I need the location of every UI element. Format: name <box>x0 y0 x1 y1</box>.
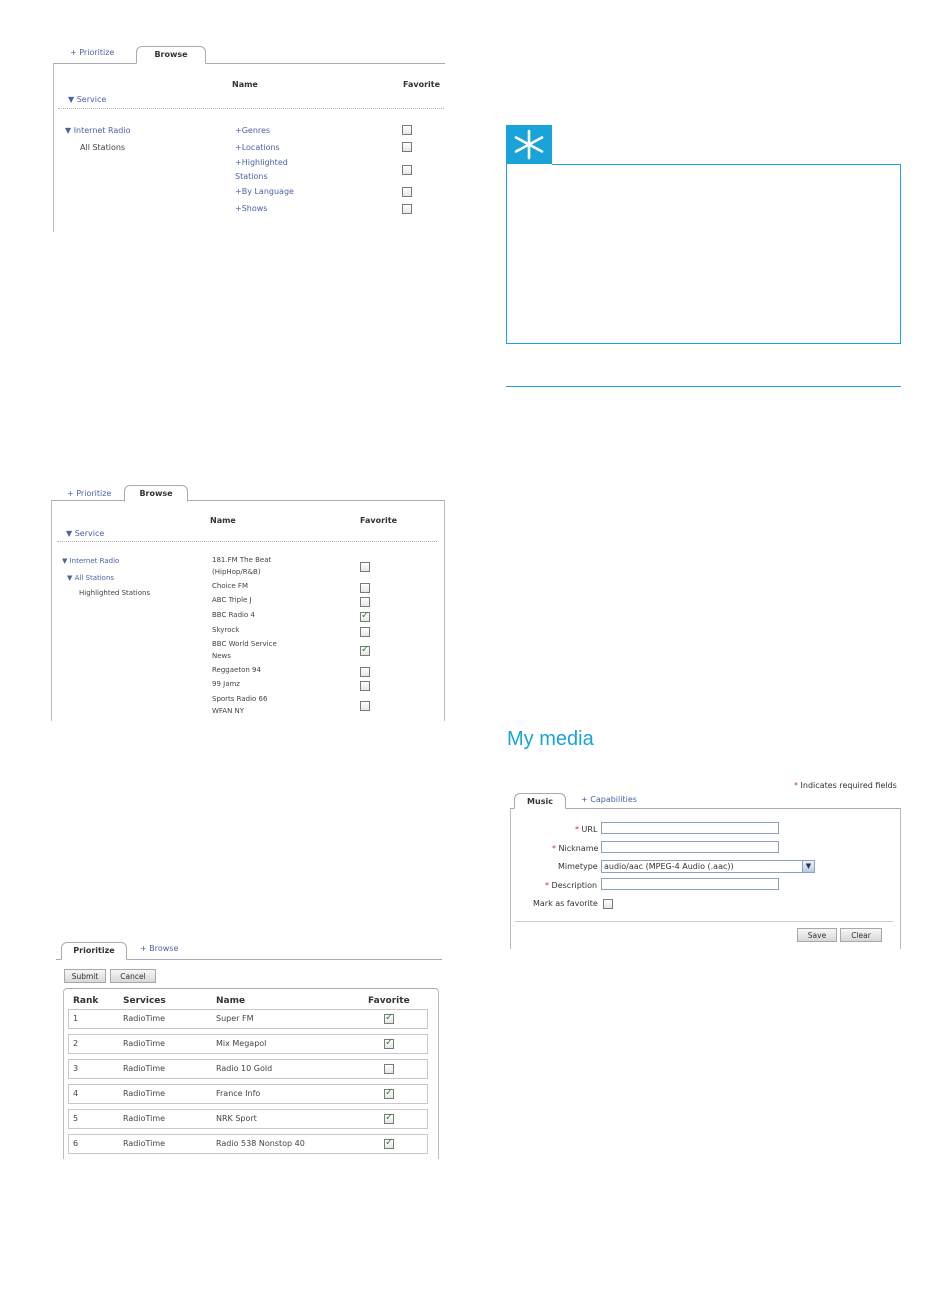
station-name[interactable]: BBC Radio 4 <box>212 611 255 619</box>
name-cell: NRK Sport <box>216 1114 257 1123</box>
mimetype-label: Mimetype <box>558 862 598 871</box>
asterisk-icon <box>506 125 552 164</box>
station-name[interactable]: BBC World Service <box>212 640 277 648</box>
chevron-down-icon[interactable]: ▼ <box>802 861 814 872</box>
favorite-checkbox[interactable] <box>402 187 412 197</box>
tab-music[interactable]: Music <box>514 793 566 809</box>
service-cell: RadioTime <box>123 1139 166 1148</box>
description-label-text: Description <box>551 881 598 890</box>
tree-internet-radio[interactable]: ▼ Internet Radio <box>65 126 131 135</box>
favorite-checkbox[interactable] <box>360 562 370 572</box>
tree-all-stations[interactable]: ▼ All Stations <box>67 574 115 582</box>
favorite-checkbox[interactable] <box>384 1114 394 1124</box>
favorite-checkbox[interactable] <box>360 667 370 677</box>
rank-cell: 1 <box>73 1014 79 1023</box>
tab-browse[interactable]: Browse <box>124 485 188 502</box>
submit-button[interactable]: Submit <box>64 969 106 983</box>
column-favorite-header: Favorite <box>360 516 398 525</box>
list-item-by-language[interactable]: +By Language <box>235 187 294 196</box>
station-name[interactable]: 181.FM The Beat <box>212 556 272 564</box>
station-name[interactable]: Reggaeton 94 <box>212 666 261 674</box>
favorite-checkbox[interactable] <box>384 1039 394 1049</box>
list-item-locations[interactable]: +Locations <box>235 143 280 152</box>
tree-all-stations[interactable]: All Stations <box>80 143 126 152</box>
name-cell: Radio 538 Nonstop 40 <box>216 1139 305 1148</box>
service-toggle[interactable]: ▼ Service <box>68 95 107 104</box>
description-input[interactable] <box>601 878 779 890</box>
favorite-checkbox[interactable] <box>360 597 370 607</box>
service-cell: RadioTime <box>123 1039 166 1048</box>
station-name[interactable]: ABC Triple J <box>212 596 252 604</box>
url-input[interactable] <box>601 822 779 834</box>
save-button[interactable]: Save <box>797 928 837 942</box>
favorite-checkbox[interactable] <box>384 1014 394 1024</box>
station-name-cont[interactable]: WFAN NY <box>212 707 245 715</box>
column-services-header: Services <box>123 996 166 1006</box>
favorite-checkbox[interactable] <box>360 583 370 593</box>
name-cell: France Info <box>216 1089 261 1098</box>
column-name-header: Name <box>210 516 236 525</box>
rank-cell: 6 <box>73 1139 79 1148</box>
station-name[interactable]: Skyrock <box>212 626 240 634</box>
rank-cell: 5 <box>73 1114 79 1123</box>
favorite-checkbox[interactable] <box>360 627 370 637</box>
required-note: * Indicates required fields <box>794 781 897 790</box>
favorite-checkbox[interactable] <box>360 681 370 691</box>
favorite-checkbox[interactable] <box>360 701 370 711</box>
tip-frame <box>506 164 901 344</box>
nickname-label-text: Nickname <box>558 844 599 853</box>
tab-prioritize[interactable]: Prioritize <box>61 942 127 960</box>
service-toggle[interactable]: ▼ Service <box>66 529 105 538</box>
clear-button[interactable]: Clear <box>840 928 882 942</box>
required-note-text: Indicates required fields <box>800 781 897 790</box>
tab-capabilities[interactable]: + Capabilities <box>581 795 637 804</box>
description-label: * Description <box>545 881 598 890</box>
favorite-checkbox[interactable] <box>360 612 370 622</box>
column-favorite-header: Favorite <box>368 996 410 1006</box>
station-name[interactable]: Choice FM <box>212 582 248 590</box>
tab-browse[interactable]: Browse <box>136 46 206 64</box>
favorite-checkbox[interactable] <box>360 646 370 656</box>
favorite-checkbox[interactable] <box>402 165 412 175</box>
list-item-genres[interactable]: +Genres <box>235 126 271 135</box>
service-cell: RadioTime <box>123 1114 166 1123</box>
name-cell: Super FM <box>216 1014 254 1023</box>
url-label: * URL <box>575 825 598 834</box>
service-cell: RadioTime <box>123 1014 166 1023</box>
column-favorite-header: Favorite <box>403 80 441 89</box>
favorite-checkbox[interactable] <box>603 899 613 909</box>
favorite-checkbox[interactable] <box>384 1064 394 1074</box>
favorite-label: Mark as favorite <box>533 899 598 908</box>
list-item-shows[interactable]: +Shows <box>235 204 268 213</box>
page-title: My media <box>507 728 594 750</box>
list-item-highlighted-cont[interactable]: Stations <box>235 172 268 181</box>
tree-internet-radio[interactable]: ▼ Internet Radio <box>62 557 120 565</box>
mimetype-select[interactable] <box>601 860 815 873</box>
form-divider <box>515 921 893 922</box>
favorite-checkbox[interactable] <box>402 204 412 214</box>
column-rank-header: Rank <box>73 996 99 1006</box>
favorite-checkbox[interactable] <box>402 142 412 152</box>
section-rule <box>506 386 901 387</box>
tab-browse[interactable]: + Browse <box>140 944 179 953</box>
divider <box>57 541 437 542</box>
favorite-checkbox[interactable] <box>384 1089 394 1099</box>
station-name[interactable]: 99 Jamz <box>212 680 240 688</box>
column-name-header: Name <box>216 996 246 1006</box>
tab-prioritize[interactable]: + Prioritize <box>67 489 112 498</box>
station-name-cont[interactable]: News <box>212 652 231 660</box>
mimetype-value: audio/aac (MPEG-4 Audio (.aac)) <box>604 862 734 871</box>
tab-prioritize[interactable]: + Prioritize <box>70 48 115 57</box>
nickname-input[interactable] <box>601 841 779 853</box>
rank-cell: 4 <box>73 1089 79 1098</box>
cancel-button[interactable]: Cancel <box>110 969 156 983</box>
rank-cell: 3 <box>73 1064 79 1073</box>
rank-cell: 2 <box>73 1039 79 1048</box>
nickname-label: * Nickname <box>552 844 599 853</box>
favorite-checkbox[interactable] <box>384 1139 394 1149</box>
service-cell: RadioTime <box>123 1089 166 1098</box>
favorite-checkbox[interactable] <box>402 125 412 135</box>
service-cell: RadioTime <box>123 1064 166 1073</box>
list-item-highlighted[interactable]: +Highlighted <box>235 158 288 167</box>
url-label-text: URL <box>581 825 598 834</box>
name-cell: Radio 10 Gold <box>216 1064 273 1073</box>
divider <box>58 108 444 109</box>
name-cell: Mix Megapol <box>216 1039 267 1048</box>
station-name-cont[interactable]: (HipHop/R&B) <box>212 568 261 576</box>
station-name[interactable]: Sports Radio 66 <box>212 695 268 703</box>
tree-highlighted-stations[interactable]: Highlighted Stations <box>79 589 151 597</box>
column-name-header: Name <box>232 80 258 89</box>
